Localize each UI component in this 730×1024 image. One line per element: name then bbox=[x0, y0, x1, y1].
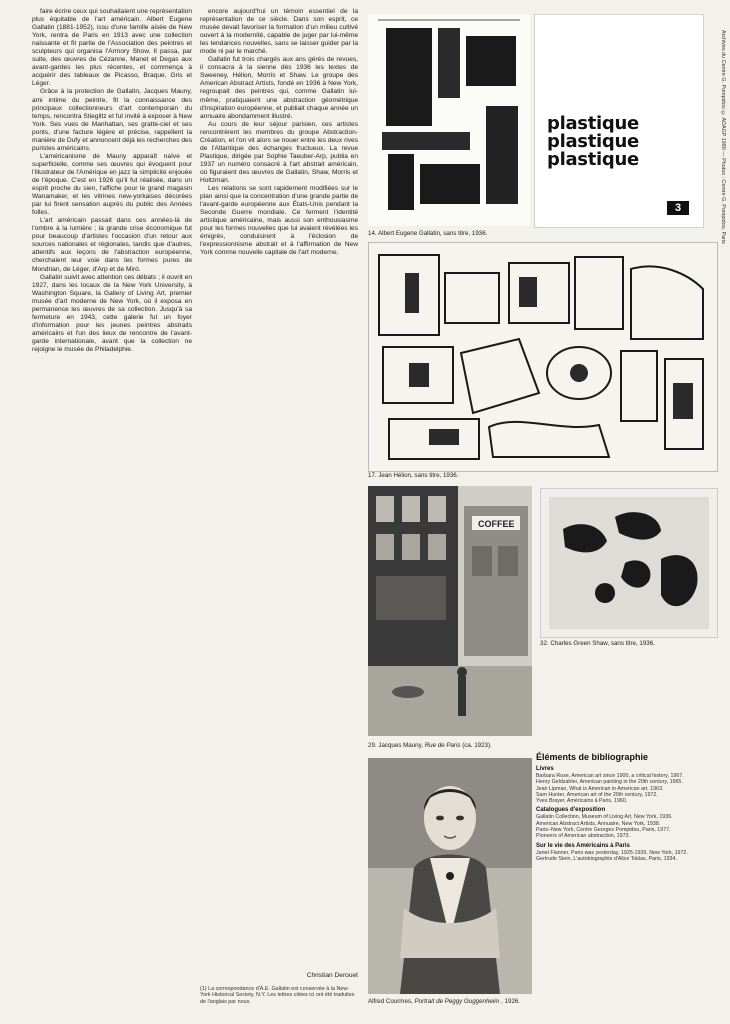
figure-mauny-painting bbox=[368, 486, 532, 736]
bibliography-section-heading: Catalogues d'exposition bbox=[536, 807, 606, 814]
figure-caption: 17. Jean Hélion, sans titre, 1936. bbox=[368, 472, 459, 479]
figure-plastique-cover bbox=[534, 14, 704, 228]
cafe-sign-text: COFFEE bbox=[478, 519, 515, 529]
article-column-middle bbox=[200, 8, 358, 968]
cover-title-line: plastique bbox=[547, 131, 639, 152]
cover-issue-badge: 3 bbox=[667, 201, 689, 215]
figure-shaw-painting bbox=[540, 488, 718, 638]
abstract-shapes-image bbox=[541, 489, 717, 637]
bibliography bbox=[536, 752, 716, 862]
figure-gallatin-painting bbox=[368, 14, 530, 226]
figure-caption bbox=[368, 742, 492, 749]
bibliography-entry: Pioneers of American abstraction, 1973. bbox=[536, 833, 630, 840]
bibliography-entry: Yves Brayer, Américains à Paris, 1960. bbox=[536, 798, 628, 805]
bibliography-entry: Paris–New York, Centre Georges Pompidou, Paris, 1977. bbox=[536, 827, 671, 834]
street-scene-image bbox=[368, 486, 532, 736]
bibliography-entry: American Abstract Artists, Annuaire, New York, 1938. bbox=[536, 820, 661, 827]
bibliography-entry: Henry Geldzahler, American painting in the 20th century, 1965. bbox=[536, 779, 683, 786]
abstract-line-drawing-image bbox=[369, 243, 717, 471]
paragraph: Au cours de leur séjour parisien, ces artistes rencontrèrent les membres du groupe Abstraction-Création, et l'on vit alors se nouer entre les deux rives de l'Atlantique des échanges fructueux. La revue Plastique, dirigée par Sophie Taeuber-Arp, publia en 1937 un numéro consacré à l'art abstrait américain, où figuraient des œuvres de Gallatin, Shaw, Morris et Holtzman. bbox=[200, 120, 358, 184]
caption-title: Rue de Paris bbox=[424, 742, 461, 749]
figure-helion-painting bbox=[368, 242, 718, 472]
figure-caption: 14. Albert Eugene Gallatin, sans titre, 1936. bbox=[368, 230, 488, 237]
bibliography-entry: Janet Flanner, Paris was yesterday, 1925-1939, New York, 1972. bbox=[536, 849, 688, 856]
paragraph: Gallatin fut trois chargés aux ans gérés de revues, il consacra à la sienne dès 1936 les textes de Sweeney, Hélion, Morris et Shaw. Le groupe des American Abstract Artists, fondé en 1936 à New York, regroupait des peintres qui, comme Gallatin lui-même, pratiquaient une abstraction géométrique d'inspiration européenne, et publiait chaque année un annuaire abondamment illustré. bbox=[200, 56, 358, 120]
paragraph: faire écrire ceux qui souhaitaient une représentation plus équitable de l'art américain. Albert Eugene Gallatin (1881-1952), issu d'une famille aisée de New York, rentra de Paris en 1913 avec une collection naissante et fit partie de l'Association des peintres et sculpteurs qui organisa l'Armory Show. Il passa, par suite, des œuvres de Cézanne, Manet et Degas aux avant-gardes les plus récentes, et commença à acquérir des tableaux de Picasso, Braque, Gris et Léger. bbox=[32, 8, 192, 88]
footnote: (1) La correspondance d'A.E. Gallatin est conservée à la New-York Historical Society, N.Y. Les lettres citées ici ont été traduites de l'anglais par nous. bbox=[200, 986, 355, 1005]
figure-caption bbox=[368, 998, 520, 1005]
bibliography-section-heading: Livres bbox=[536, 766, 554, 772]
bibliography-entry: Gallatin Collection, Museum of Living Art, New York, 1936. bbox=[536, 814, 673, 821]
bibliography-entry: Barbara Rose, American art since 1900, a critical history, 1967. bbox=[536, 773, 684, 779]
paragraph: L'américanisme de Mauny apparaît naïve et superficielle, comme ses œuvres qui évoquent pour l'illustrateur de l'Amérique en jazz la simplicité enjouée de l'époque. C'est en 1926 qu'il fut réalisée, dans un esprit proche du sien, l'affiche pour le grand magasin Wanamaker, et les vitrines new-yorkaises décorées par lui firent sensation auprès du public des Années folles. bbox=[32, 152, 192, 217]
bibliography-section-heading: Sur le vie des Américains à Paris bbox=[536, 842, 630, 849]
article-column-left bbox=[32, 8, 192, 1018]
cover-title-line: plastique bbox=[547, 149, 639, 170]
caption-date: (ca. 1923). bbox=[462, 742, 492, 749]
paragraph: Gallatin suivit avec attention ces débats ; il ouvrit en 1927, dans les locaux de la New York University, à Washington Square, la Gallery of Living Art, premier musée d'art moderne de New York, où il exposa en permanence les œuvres de sa collection. Jusqu'à sa fermeture en 1943, cette galerie fut un foyer d'information pour les jeunes peintres abstraits américains et l'un des lieux de rencontre de l'avant-garde internationale, avant que la collection ne rejoigne le musée de Philadelphie. bbox=[32, 273, 192, 353]
paragraph: Grâce à la protection de Gallatin, Jacques Mauny, ami intime du peintre, fit la connaissance des principaux collectionneurs d'art contemporain du temps, rencontra Stieglitz et fut invité à exposer à New York. Ses vues de Manhattan, ses gratte-ciel et ses ponts, d'une facture légère et précise, rappellent la manière de Dufy et annoncent déjà les recherches des puristes américains. bbox=[32, 88, 192, 152]
abstract-composition-image bbox=[368, 14, 530, 226]
caption-artist: Alfred Courmes, bbox=[368, 998, 413, 1005]
cover-title-line: plastique bbox=[547, 113, 639, 134]
caption-title: Portrait de Peggy Guggenheim bbox=[414, 998, 500, 1005]
figure-courmes-portrait bbox=[368, 758, 532, 994]
paragraph: Les relations se sont rapidement modifiées sur le plan ainsi que la concentration d'une grande partie de l'avant-garde européenne aux États-Unis pendant la Seconde Guerre mondiale. Ce ferment l'identité artistique américaine, mais aussi son enthousiasme pour les formes nouvelles que lui avaient révélées les émigrés, conduisirent à l'éclosion de l'expressionnisme abstrait et à l'affirmation de New York comme nouvelle capitale de l'art moderne. bbox=[200, 185, 358, 257]
author-signature: Christian Derouet bbox=[306, 972, 358, 979]
caption-number: 29. bbox=[368, 742, 377, 749]
photo-credit-sidebar: Archives du Centre G. Pompidou © ADAGP 1980 — Photos : Centre G. Pompidou, Paris bbox=[720, 30, 726, 244]
caption-artist: Jacques Mauny, bbox=[378, 742, 423, 749]
bibliography-entry: Jean Lipman, What is American in American art, 1963. bbox=[536, 785, 664, 792]
portrait-image bbox=[368, 758, 532, 994]
paragraph: L'art américain passait dans ces années-là de l'ombre à la lumière ; la grande crise économique fut pour beaucoup d'artistes l'occasion d'un retour aux sources nationales et régionales, tandis que d'autres, attentifs aux leçons de l'abstraction européenne, cherchaient leur voie dans les formes pures de Mondrian, de Léger, d'Arp et de Miró. bbox=[32, 217, 192, 273]
figure-caption: 32. Charles Green Shaw, sans titre, 1936. bbox=[540, 640, 655, 647]
bibliography-entry: Gertrude Stein, L'autobiographie d'Alice Toklas, Paris, 1934. bbox=[536, 855, 677, 862]
bibliography-title: Éléments de bibliographie bbox=[536, 752, 649, 762]
caption-date: , 1926. bbox=[501, 998, 521, 1005]
bibliography-entry: Sam Hunter, American art of the 20th century, 1972. bbox=[536, 791, 658, 798]
paragraph: encore aujourd'hui un témoin essentiel de la représentation de ce siècle. Dans son esprit, ce musée devait favoriser la formation d'un milieu cultivé ouvert à la modernité, capable de juger par lui-même les tendances nouvelles, sans se laisser guider par la mode ni par le marché. bbox=[200, 8, 358, 56]
